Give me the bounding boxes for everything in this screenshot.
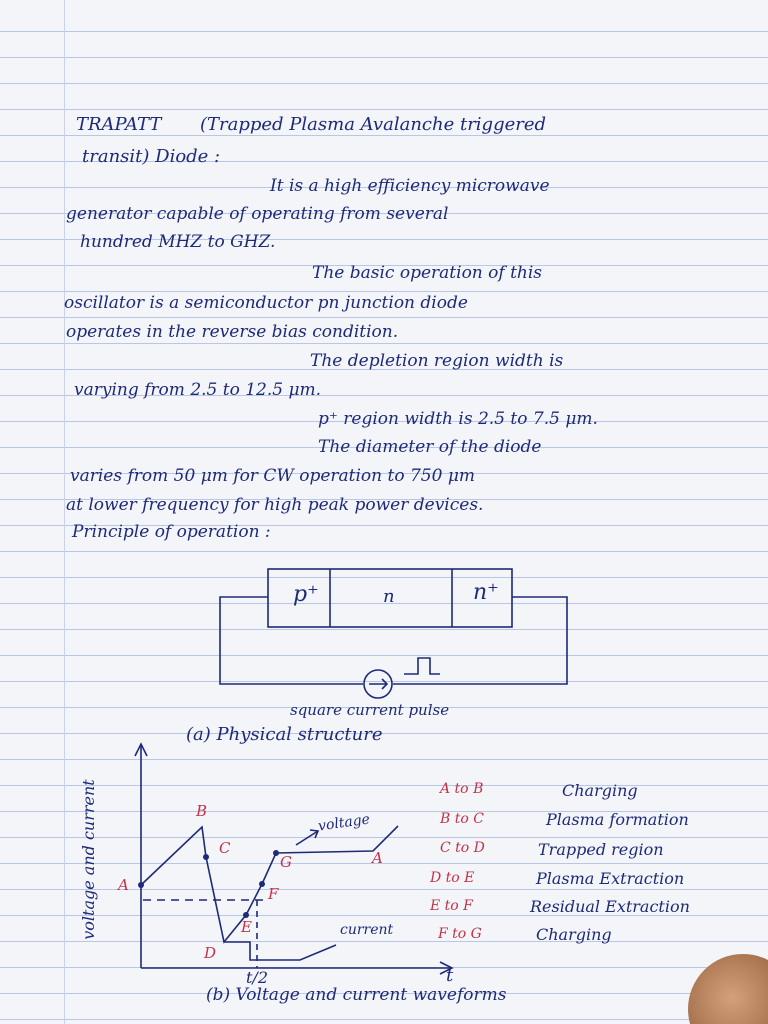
legend-desc: Charging (562, 781, 638, 800)
point-label-e: E (241, 918, 252, 936)
legend-range: A to B (440, 781, 484, 797)
text-line: p⁺ region width is 2.5 to 7.5 μm. (318, 409, 598, 429)
figure-a-caption: (a) Physical structure (186, 724, 383, 745)
text-line: Principle of operation : (72, 522, 271, 542)
text-line: at lower frequency for high peak power devices. (66, 495, 484, 515)
x-axis-label: t (446, 965, 454, 986)
point-label-a: A (118, 876, 129, 894)
voltage-label: voltage (317, 811, 371, 835)
heading-line2: transit) Diode : (82, 146, 221, 167)
arrow-pointer (296, 831, 318, 845)
heading-line1: (Trapped Plasma Avalanche triggered (200, 114, 547, 135)
point-label-g: G (280, 853, 292, 871)
text-line: The basic operation of this (312, 263, 543, 283)
legend-range: E to F (430, 898, 473, 914)
legend-range: D to E (430, 870, 475, 886)
legend-range: B to C (440, 811, 484, 827)
legend-desc: Residual Extraction (530, 897, 690, 916)
region-n: n (383, 586, 395, 607)
legend-desc: Charging (536, 925, 612, 944)
text-line: varying from 2.5 to 12.5 μm. (74, 380, 322, 400)
heading-abbr: TRAPATT (76, 114, 162, 135)
legend-desc: Plasma formation (546, 810, 689, 829)
text-line: hundred MHZ to GHZ. (80, 232, 276, 252)
current-label: current (340, 922, 394, 938)
text-line: The depletion region width is (310, 351, 564, 371)
legend-range: C to D (440, 840, 485, 856)
text-line: The diameter of the diode (318, 437, 542, 457)
legend-desc: Plasma Extraction (536, 869, 685, 888)
point-marker (138, 882, 144, 888)
text-line: generator capable of operating from several (66, 204, 449, 224)
legend-desc: Trapped region (538, 840, 664, 859)
legend-range: F to G (438, 926, 482, 942)
point-label-d: D (204, 944, 217, 962)
point-label-c: C (219, 839, 231, 857)
text-line: oscillator is a semiconductor pn junction diode (64, 293, 468, 313)
point-marker (273, 850, 279, 856)
text-line: varies from 50 μm for CW operation to 750 μm (70, 466, 476, 486)
current-waveform (224, 942, 336, 960)
region-p-plus: p⁺ (293, 582, 319, 607)
text-line: It is a high efficiency microwave (270, 176, 550, 196)
point-label-a-end: A (372, 849, 383, 867)
point-marker (203, 854, 209, 860)
figure-b-caption: (b) Voltage and current waveforms (206, 985, 507, 1005)
point-marker (259, 881, 265, 887)
half-t-label: t/2 (246, 968, 268, 987)
point-label-f: F (268, 885, 279, 903)
point-label-b: B (196, 802, 208, 820)
y-axis-label: voltage and current (78, 779, 98, 940)
text-line: operates in the reverse bias condition. (66, 322, 399, 342)
region-n-plus: n⁺ (473, 580, 499, 605)
source-label: square current pulse (290, 701, 450, 719)
